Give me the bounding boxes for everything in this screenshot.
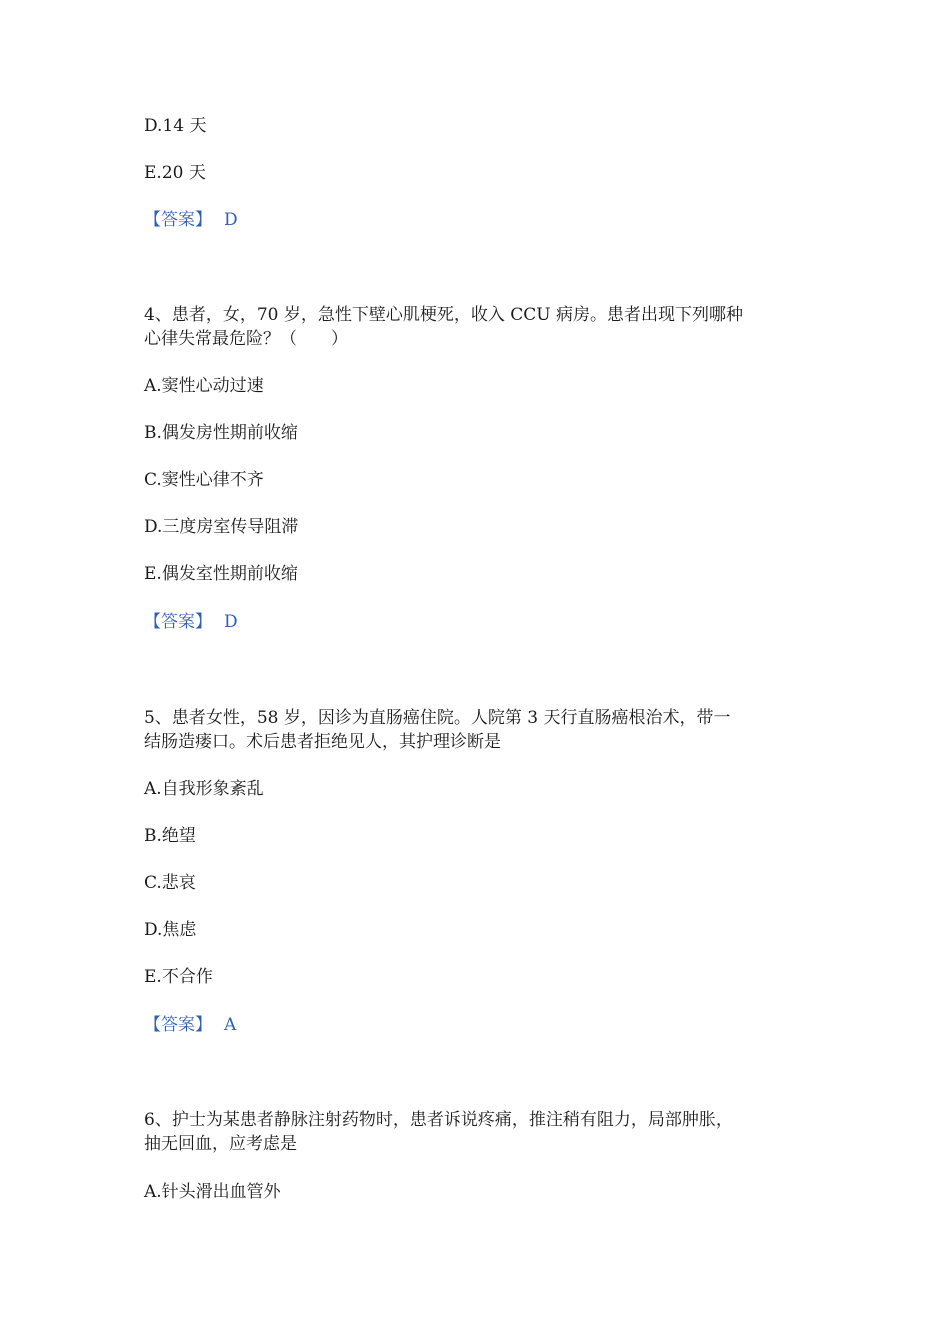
question-6-option-a: A.针头滑出血管外 (144, 1182, 281, 1202)
answer-label: 【答案】 (144, 210, 212, 230)
question-4-option-e: E.偶发室性期前收缩 (144, 564, 298, 584)
question-5-option-a: A.自我形象紊乱 (144, 779, 264, 799)
question-4-stem-line2: 心律失常最危险？（ ） (144, 329, 348, 349)
question-4-option-c: C.窦性心律不齐 (144, 470, 264, 490)
answer-value: A (224, 1015, 237, 1035)
question-4-option-a: A.窦性心动过速 (144, 376, 264, 396)
answer-label: 【答案】 (144, 612, 212, 632)
question-4-option-d: D.三度房室传导阻滞 (144, 517, 299, 537)
question-5-option-c: C.悲哀 (144, 873, 196, 893)
question-4-stem-line1: 4、患者，女，70 岁，急性下壁心肌梗死，收入 CCU 病房。患者出现下列哪种 (144, 305, 743, 325)
question-5-answer (144, 1013, 236, 1037)
question-5-stem-line2: 结肠造瘘口。术后患者拒绝见人，其护理诊断是 (144, 732, 501, 752)
question-6-stem-line1: 6、护士为某患者静脉注射药物时，患者诉说疼痛，推注稍有阻力，局部肿胀， (144, 1110, 733, 1130)
question-4-option-b: B.偶发房性期前收缩 (144, 423, 298, 443)
answer-label: 【答案】 (144, 1015, 212, 1035)
answer-value: D (224, 210, 238, 230)
option-d: D.14 天 (144, 116, 207, 136)
question-5-option-e: E.不合作 (144, 967, 213, 987)
question-5-stem-line1: 5、患者女性，58 岁，因诊为直肠癌住院。人院第 3 天行直肠癌根治术，带一 (144, 708, 731, 728)
answer-line (144, 208, 238, 232)
question-6-stem-line2: 抽无回血，应考虑是 (144, 1134, 297, 1154)
question-4-answer (144, 610, 238, 634)
question-5-option-b: B.绝望 (144, 826, 196, 846)
option-e: E.20 天 (144, 163, 206, 183)
answer-value: D (224, 612, 238, 632)
question-5-option-d: D.焦虑 (144, 920, 197, 940)
